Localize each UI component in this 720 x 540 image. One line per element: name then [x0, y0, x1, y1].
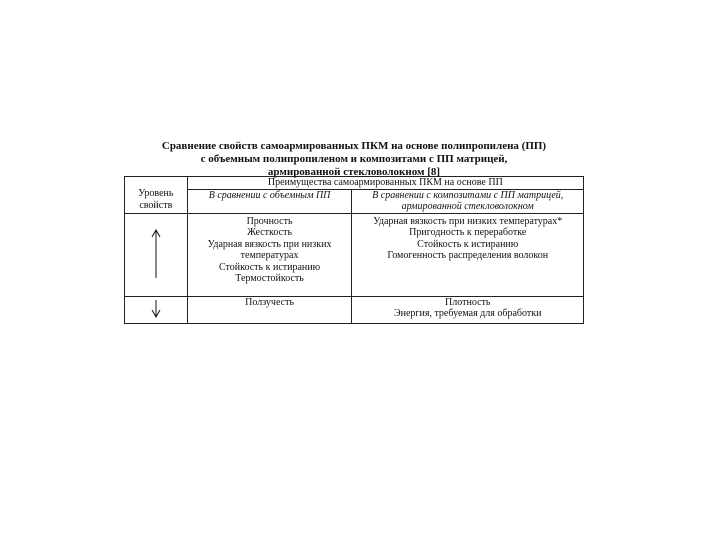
caption-line-3: армированной стекловолокном [8] [267, 166, 441, 178]
property-item: Прочность [246, 215, 293, 227]
caption-line-2: с объемным полипропиленом и композитами с ПП матрицей, [200, 153, 508, 165]
header-vs-glass-composites: В сравнении с композитами с ПП матрицей, армированной стекловолокном [352, 189, 584, 213]
reduced-vs-bulk-cell [187, 296, 352, 323]
reduced-vs-glass-cell [352, 296, 584, 323]
up-arrow-icon [150, 228, 162, 280]
table-caption [124, 140, 584, 179]
property-item: Энергия, требуемая для обработки [394, 308, 542, 319]
row-reduced [125, 296, 584, 323]
header-row-main [125, 177, 584, 190]
row-improved [125, 213, 584, 296]
property-item: Термостойкость [235, 273, 304, 284]
header-property-level: Уровень свойств [125, 177, 188, 214]
property-item: Плотность [445, 296, 491, 308]
property-item: Пригодность к переработке [409, 227, 527, 238]
property-item: Жесткость [247, 227, 293, 238]
caption-line-1: Сравнение свойств самоармированных ПКМ на основе полипропилена (ПП) [161, 140, 547, 152]
property-item: Гомогенность распределения волокон [387, 250, 549, 261]
down-arrow-cell [125, 296, 188, 323]
property-item: Ударная вязкость при низких температурах [207, 238, 332, 261]
comparison-table [124, 176, 584, 324]
improved-vs-bulk-cell [187, 213, 352, 296]
property-item: Стойкость к истиранию [417, 238, 519, 250]
header-vs-bulk-pp: В сравнении с объемным ПП [187, 189, 352, 213]
property-item: Стойкость к истиранию [219, 261, 321, 273]
down-arrow-icon [150, 299, 162, 319]
header-row-sub [125, 189, 584, 213]
header-advantages: Преимущества самоармированных ПКМ на основе ПП [187, 177, 583, 190]
property-item: Ударная вязкость при низких температурах* [373, 215, 563, 227]
improved-vs-glass-cell [352, 213, 584, 296]
property-item: Ползучесть [245, 296, 295, 308]
up-arrow-cell [125, 213, 188, 296]
